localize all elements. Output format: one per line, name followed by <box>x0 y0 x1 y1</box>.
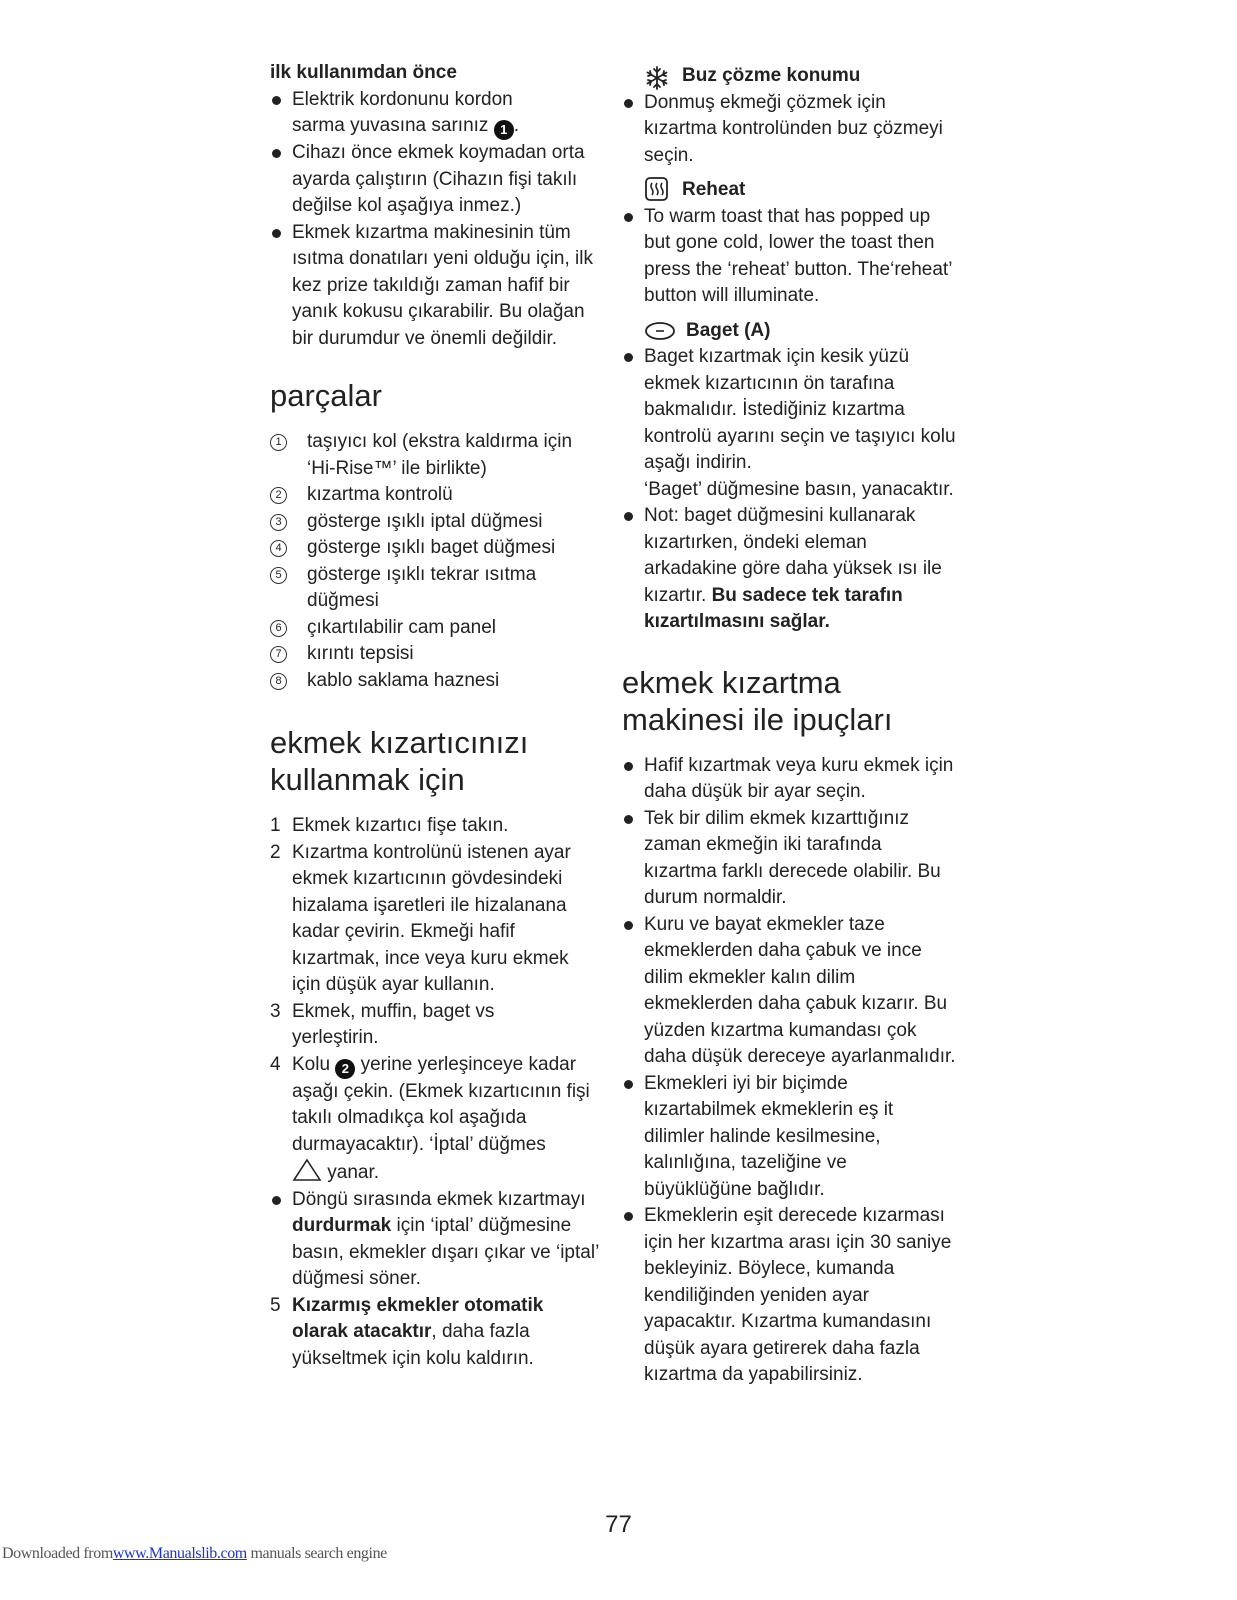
snowflake-icon <box>644 65 670 91</box>
part-number-badge: 5 <box>270 567 287 584</box>
parts-item: 6 çıkartılabilir cam panel <box>270 615 600 642</box>
first-use-bullet-1-text: Elektrik kordonunu kordon sarma yuvasına sarınız <box>292 88 513 136</box>
parts-list <box>270 429 600 694</box>
download-footer: Downloaded fromwww.Manualslib.com manuals search engine <box>2 1545 387 1562</box>
usage-step-2: 2 Kızartma kontrolünü istenen ayar ekmek kızartıcının gövdesindeki hizalama işaretleri ile hizalanana kadar çevirin. Ekmeği hafif kızartmak, ince veya kuru ekmek için düşük ayar kullanın. <box>270 841 571 995</box>
parts-item: 5 gösterge ışıklı tekrar ısıtma düğmesi <box>270 562 600 615</box>
part-number-badge: 7 <box>270 646 287 663</box>
defrost-bullet: Donmuş ekmeği çözmek için kızartma kontrolünden buz çözmeyi seçin. <box>622 90 957 170</box>
first-use-bullet-2: Cihazı önce ekmek koymadan orta ayarda çalıştırın (Cihazın fişi takılı değilse kol aşağıya inmez.) <box>270 140 600 220</box>
usage-steps <box>270 813 600 1372</box>
bagel-bullet-2: Not: baget düğmesini kullanarak kızartırken, öndeki eleman arkadakine göre daha yüksek ısı ile kızartır. Bu sadece tek tarafın kızartılmasını sağlar. <box>622 503 957 636</box>
usage-step-1: 1 Ekmek kızartıcı fişe takın. <box>270 815 509 836</box>
part-number-badge: 8 <box>270 673 287 690</box>
parts-item: 3 gösterge ışıklı iptal düğmesi <box>270 509 600 536</box>
usage-step-4: 4 Kolu 2 yerine yerleşinceye kadar aşağı çekin. (Ekmek kızartıcının fişi takılı olmadıkça kol aşağıda durmayacaktır). ‘İptal’ düğmes yanar. <box>270 1053 590 1183</box>
reheat-title: Reheat <box>622 177 957 204</box>
tip-item: Ekmeklerin eşit derecede kızarması için her kızartma arası için 30 saniye bekleyiniz. Böylece, kumanda kendiliğinden yeniden ayar yapacaktır. Kızartma kumandasını düşük ayara getirerek daha fazla kızartma da yapabilirsiniz. <box>622 1203 957 1389</box>
defrost-title: Buz çözme konumu <box>622 63 957 90</box>
bagel-title: Baget (A) <box>622 318 957 345</box>
first-use-bullet-1: Elektrik kordonunu kordon sarma yuvasına sarınız 1 . <box>270 87 600 141</box>
reheat-bullet: To warm toast that has popped up but gone cold, lower the toast then press the ‘reheat’ button. The‘reheat’ button will illuminate. <box>622 204 957 310</box>
tip-item: Hafif kızartmak veya kuru ekmek için daha düşük bir ayar seçin. <box>622 753 957 806</box>
tip-item: Kuru ve bayat ekmekler taze ekmeklerden daha çabuk ve ince dilim ekmekler kalın dilim ekmeklerden daha çabuk kızarır. Bu yüzden kızartma kumandası çok daha düşük dereceye ayarlanmalıdır. <box>622 912 957 1071</box>
parts-item: 7 kırıntı tepsisi <box>270 641 600 668</box>
tips-list <box>622 753 957 1389</box>
callout-1-marker: 1 <box>494 120 514 140</box>
part-number-badge: 4 <box>270 540 287 557</box>
page-number: 77 <box>605 1511 632 1538</box>
parts-item: 2 kızartma kontrolü <box>270 482 600 509</box>
warning-triangle-icon <box>292 1158 322 1182</box>
reheat-icon <box>644 175 670 203</box>
first-use-title: ilk kullanımdan önce <box>270 62 457 83</box>
bagel-icon <box>644 321 676 341</box>
usage-step-3: 3 Ekmek, muffin, baget vs yerleştirin. <box>270 1000 495 1048</box>
tip-item: Ekmekleri iyi bir biçimde kızartabilmek ekmeklerin eş it dilimler halinde kesilmesine, kalınlığına, tazeliğine ve büyüklüğüne bağlıdır. <box>622 1071 957 1204</box>
tips-heading: ekmek kızartma makinesi ile ipuçları <box>622 664 893 737</box>
parts-item: 1 taşıyıcı kol (ekstra kaldırma için ‘Hi-Rise™’ ile birlikte) <box>270 429 600 482</box>
bagel-bullet-1: Baget kızartmak için kesik yüzü ekmek kızartıcının ön tarafına bakmalıdır. İstediğiniz kızartma kontrolü ayarını seçin ve taşıyıcı kolu aşağı indirin. ‘Baget’ düğmesine basın, yanacaktır. <box>622 344 957 503</box>
part-number-badge: 6 <box>270 620 287 637</box>
first-use-bullet-3: Ekmek kızartma makinesinin tüm ısıtma donatıları yeni olduğu için, ilk kez prize takıldığı zaman hafif bir yanık kokusu çıkarabilir. Bu olağan bir durumdur ve önemli değildir. <box>270 220 600 353</box>
right-column <box>622 60 957 1389</box>
manualslib-link[interactable]: www.Manualslib.com <box>112 1545 247 1562</box>
callout-2-marker: 2 <box>335 1059 355 1079</box>
usage-heading: ekmek kızartıcınızı kullanmak için <box>270 725 529 797</box>
part-number-badge: 1 <box>270 434 287 451</box>
parts-item: 8 kablo saklama haznesi <box>270 668 600 695</box>
parts-heading: parçalar <box>270 378 382 413</box>
parts-item: 4 gösterge ışıklı baget düğmesi <box>270 535 600 562</box>
usage-stop-bullet: Döngü sırasında ekmek kızartmayı durdurmak için ‘iptal’ düğmesine basın, ekmekler dışarı çıkar ve ‘iptal’ düğmesi söner. <box>270 1187 600 1293</box>
left-column <box>270 60 600 1372</box>
usage-step-5: 5 Kızarmış ekmekler otomatik olarak atacaktır, daha fazla yükseltmek için kolu kaldırın. <box>270 1294 544 1369</box>
part-number-badge: 2 <box>270 487 287 504</box>
part-number-badge: 3 <box>270 514 287 531</box>
tip-item: Tek bir dilim ekmek kızarttığınız zaman ekmeğin iki tarafında kızartma farklı derecede olabilir. Bu durum normaldir. <box>622 806 957 912</box>
